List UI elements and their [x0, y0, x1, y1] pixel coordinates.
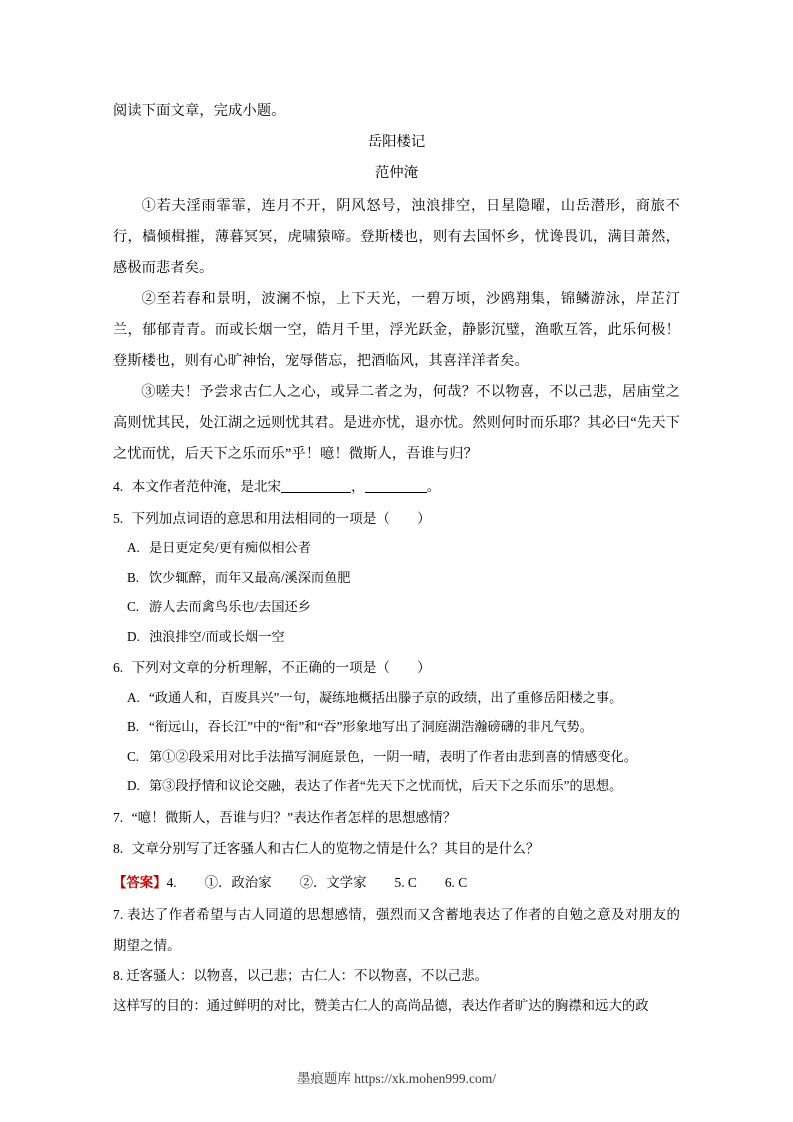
question-4-number: 4.	[113, 479, 124, 494]
question-6-number: 6.	[113, 660, 124, 675]
question-6-stem: 下列对文章的分析理解，不正确的一项是（ ）	[131, 660, 431, 675]
answer-q6: 6. C	[444, 874, 468, 890]
option-label: A.	[127, 689, 140, 705]
question-6	[113, 653, 680, 683]
reading-instruction: 阅读下面文章，完成小题。	[113, 103, 286, 119]
question-5-option-a[interactable]	[113, 533, 680, 563]
option-text: 饮少辄醉，而年又最高/溪深而鱼肥	[149, 569, 351, 585]
question-6-option-b[interactable]	[113, 712, 680, 742]
question-4-stem-mid: ，	[351, 479, 365, 494]
question-8-number: 8.	[113, 841, 124, 856]
option-label: B.	[127, 569, 140, 585]
question-5-number: 5.	[113, 510, 124, 526]
question-5	[113, 504, 680, 534]
article-author: 范仲淹	[374, 165, 419, 181]
paragraph-1	[113, 191, 680, 284]
answer-q5: 5. C	[394, 874, 417, 890]
article-title: 岳阳楼记	[367, 134, 426, 150]
paragraph-1-text: ①若夫淫雨霏霏，连月不开，阴风怒号，浊浪排空，日星隐曜，山岳潜形，商旅不行，樯倾楫摧，薄暮冥冥，虎啸猿啼。登斯楼也，则有去国怀乡，忧谗畏讥，满目萧然，感极而悲者矣。	[113, 198, 680, 276]
option-label: B.	[127, 719, 140, 734]
question-5-option-b[interactable]	[113, 563, 680, 593]
question-7-stem: “噫！微斯人，吾谁与归？”表达作者怎样的思想感情？	[131, 809, 457, 825]
question-4-stem-before: 本文作者范仲淹，是北宋	[131, 479, 282, 494]
question-6-option-a[interactable]	[113, 683, 680, 713]
option-text: 第①②段采用对比手法描写洞庭景色，一阴一晴，表明了作者由悲到喜的情感变化。	[149, 748, 637, 764]
answer-q4-number: 4.	[166, 874, 177, 890]
question-7	[113, 803, 680, 833]
question-4-blank-1[interactable]	[281, 478, 351, 493]
option-label: C.	[127, 599, 140, 614]
question-6-option-c[interactable]	[113, 742, 680, 772]
question-4-blank-2[interactable]	[365, 478, 427, 493]
paragraph-3	[113, 377, 680, 470]
answer-tag: 【答案】	[113, 874, 167, 890]
paragraph-2-text: ②至若春和景明，波澜不惊，上下天光，一碧万顷，沙鸥翔集，锦鳞游泳，岸芷汀兰，郁郁青青。而或长烟一空，皓月千里，浮光跃金，静影沉璧，渔歌互答，此乐何极！登斯楼也，则有心旷神怡，宠辱偕忘，把酒临风，其喜洋洋者矣。	[113, 291, 680, 369]
question-5-option-c[interactable]	[113, 592, 680, 622]
option-text: 第③段抒情和议论交融，表达了作者“先天下之忧而忧，后天下之乐而乐”的思想。	[149, 778, 623, 793]
question-7-number: 7.	[113, 809, 124, 825]
page-footer: 墨痕题库 https://xk.mohen999.com/	[296, 1071, 497, 1086]
answer-q4-item-1: ①．政治家	[204, 874, 272, 890]
question-8	[113, 834, 680, 864]
question-5-option-d[interactable]	[113, 622, 680, 652]
option-label: D.	[127, 628, 140, 644]
question-4-stem-after: 。	[426, 479, 441, 494]
option-label: D.	[127, 778, 140, 793]
answer-q8-line-1: 8. 迁客骚人：以物喜，以己悲；古仁人：不以物喜，不以己悲。	[113, 968, 488, 983]
answer-q8-line-2: 这样写的目的：通过鲜明的对比，赞美古仁人的高尚品德，表达作者旷达的胸襟和远大的政	[113, 997, 649, 1013]
option-text: “衔远山，吞长江”中的“衔”和“吞”形象地写出了洞庭湖浩瀚磅礴的非凡气势。	[149, 719, 593, 734]
option-label: A.	[127, 540, 140, 555]
answer-q4-item-2: ②．文学家	[299, 874, 367, 890]
option-text: 游人去而禽鸟乐也/去国还乡	[149, 599, 311, 614]
option-label: C.	[127, 748, 140, 764]
question-5-stem: 下列加点词语的意思和用法相同的一项是（ ）	[131, 510, 431, 526]
question-8-stem: 文章分别写了迁客骚人和古仁人的览物之情是什么？其目的是什么？	[131, 841, 540, 856]
paragraph-3-text: ③嗟夫！予尝求古仁人之心，或异二者之为，何哉？不以物喜，不以己悲，居庙堂之高则忧其民，处江湖之远则忧其君。是进亦忧，退亦忧。然则何时而乐耶？其必曰“先天下之忧而忧，后天下之乐而乐”乎！噫！微斯人，吾谁与归？	[113, 384, 680, 462]
question-4	[113, 472, 680, 502]
option-text: “政通人和，百废具兴”一句，凝练地概括出滕子京的政绩，出了重修岳阳楼之事。	[149, 689, 623, 705]
paragraph-2	[113, 284, 680, 377]
option-text: 浊浪排空/而或长烟一空	[149, 628, 285, 644]
option-text: 是日更定矣/更有痴似相公者	[149, 540, 311, 555]
answer-summary-line	[113, 868, 680, 898]
answer-q7-text: 7. 表达了作者希望与古人同道的思想感情，强烈而又含蓄地表达了作者的自勉之意及对朋友的期望之情。	[113, 907, 680, 953]
question-6-option-d[interactable]	[113, 771, 680, 801]
